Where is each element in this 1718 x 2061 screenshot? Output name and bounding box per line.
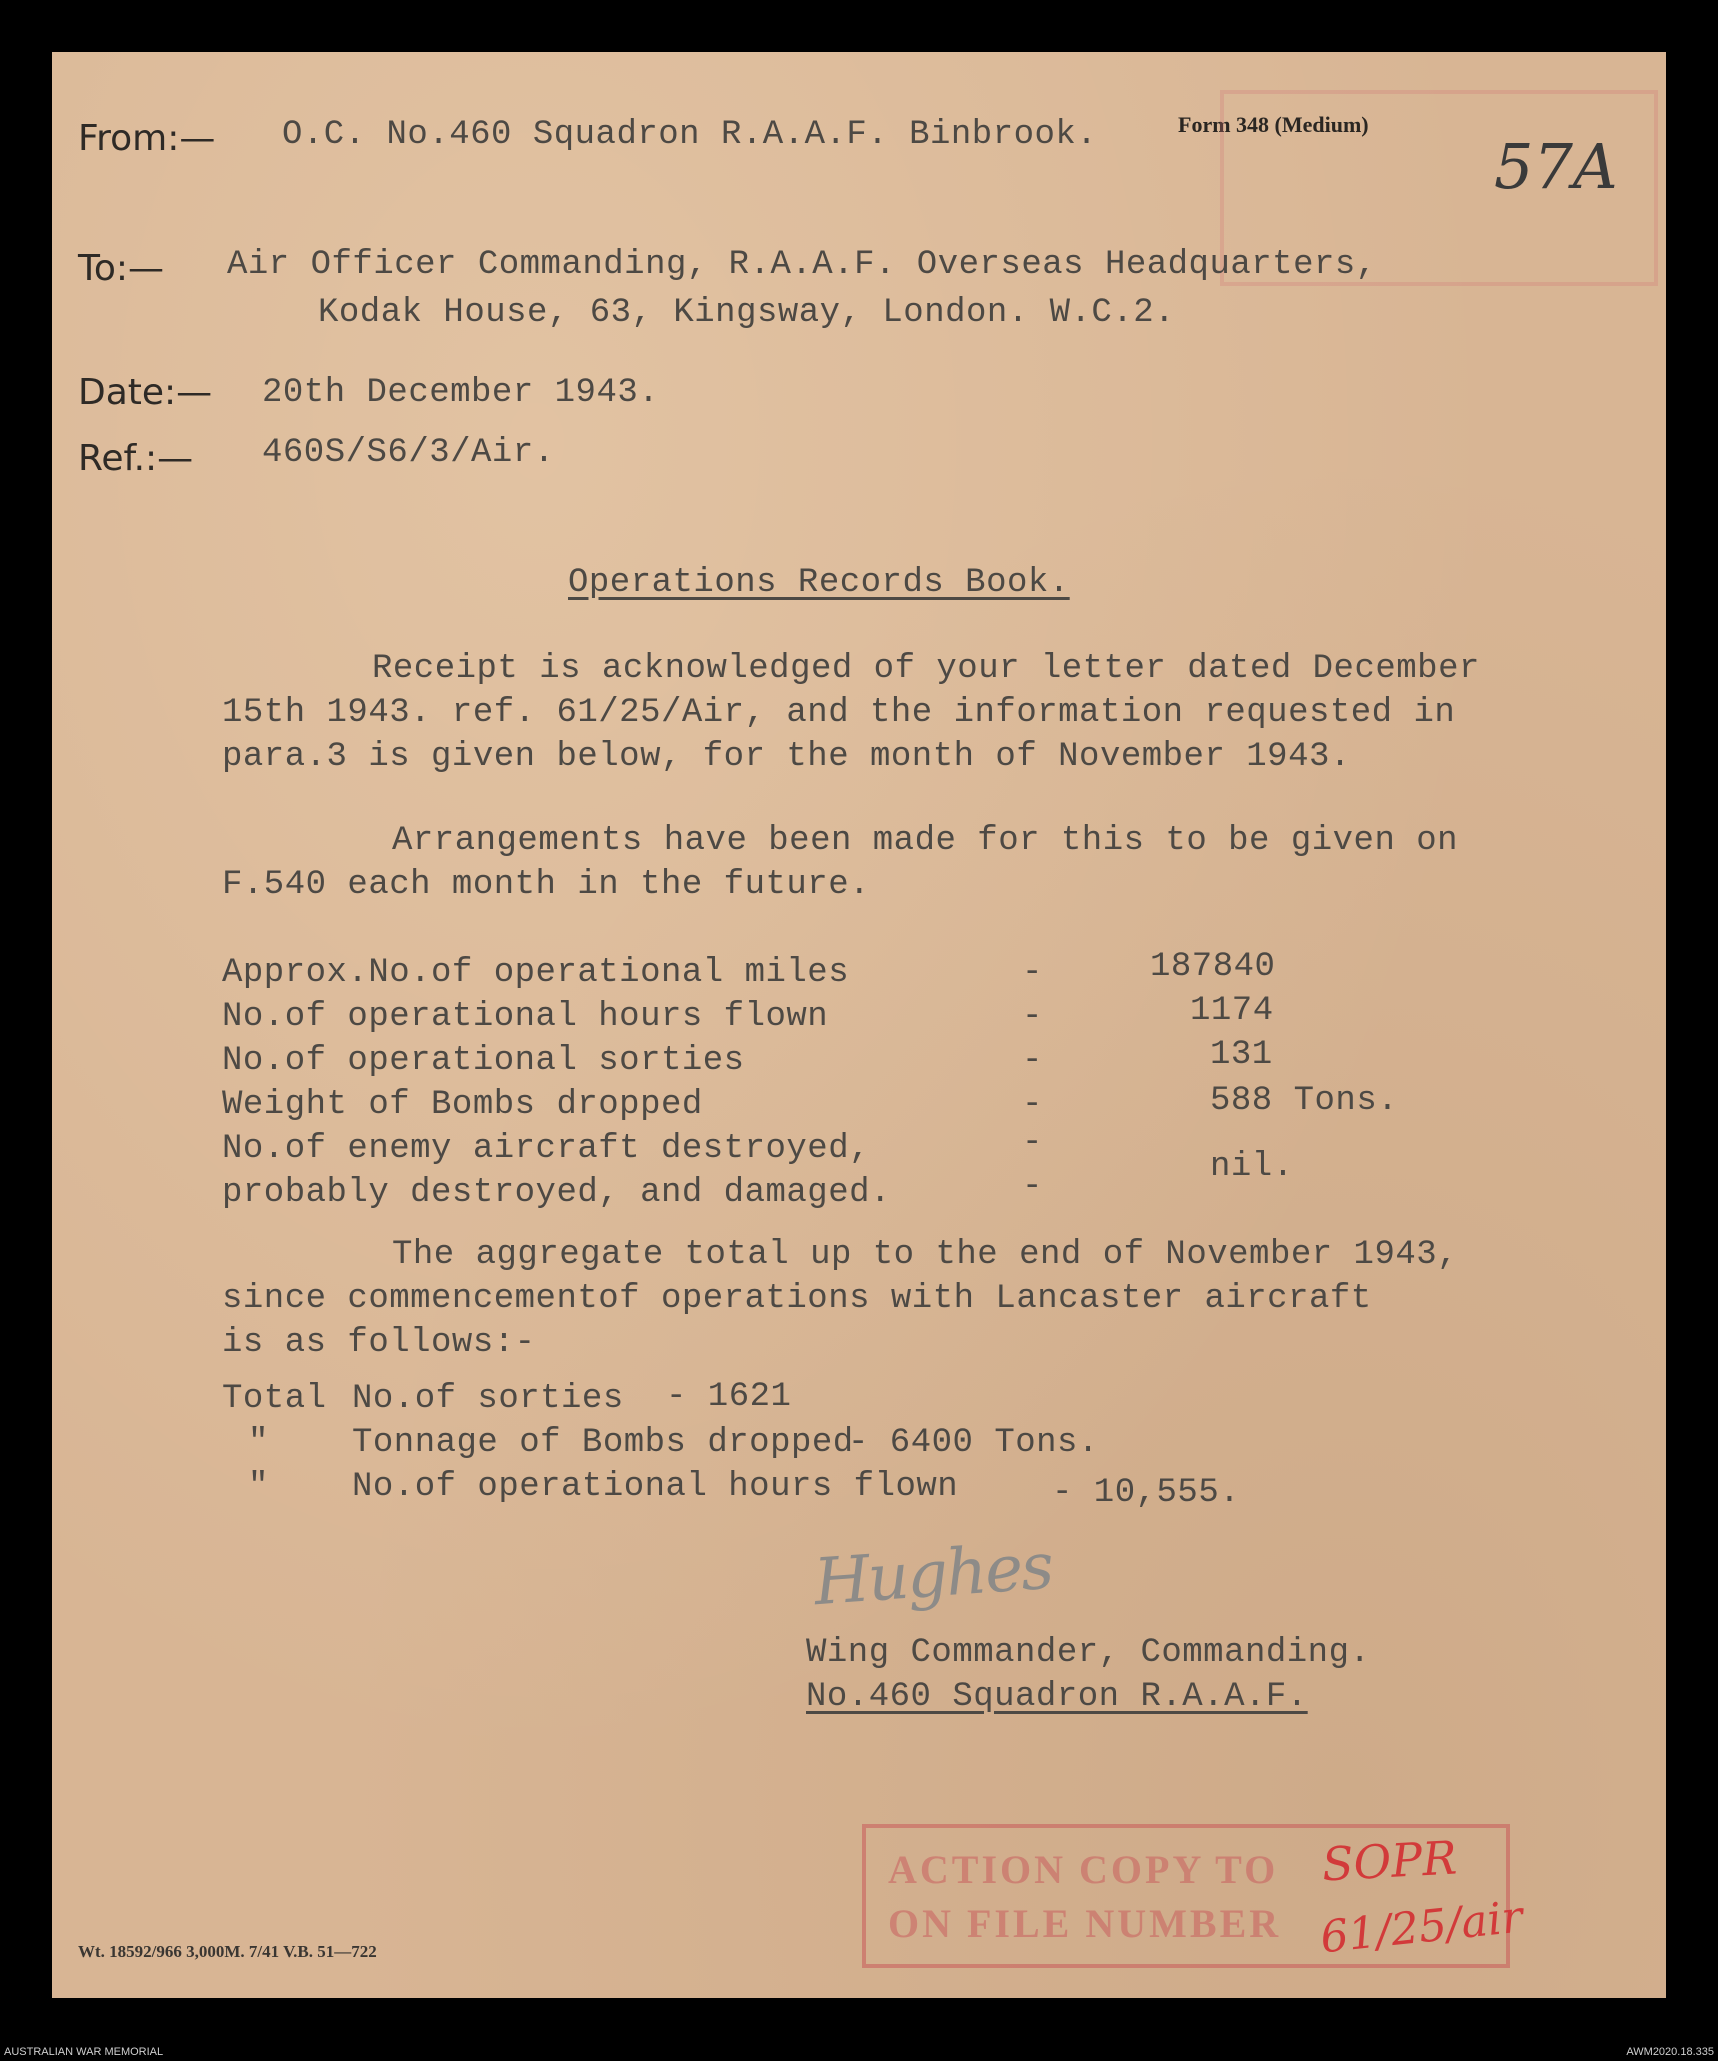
printer-line: Wt. 18592/966 3,000M. 7/41 V.B. 51—722	[78, 1942, 377, 1961]
stat-value: 187840	[1150, 948, 1276, 986]
signatory-title-line1: Wing Commander, Commanding.	[806, 1634, 1371, 1672]
form-number: Form 348 (Medium)	[1178, 112, 1369, 137]
stat-label: No.of operational sorties	[222, 1042, 745, 1080]
stat-value: 131	[1210, 1036, 1273, 1074]
para1-line1: Receipt is acknowledged of your letter dated December	[372, 650, 1480, 688]
from-value: O.C. No.460 Squadron R.A.A.F. Binbrook.	[282, 116, 1098, 154]
to-line-2: Kodak House, 63, Kingsway, London. W.C.2.	[318, 294, 1176, 332]
stat-label: Approx.No.of operational miles	[222, 954, 850, 992]
stat-value: 588 Tons.	[1210, 1082, 1399, 1120]
stat-value: nil.	[1210, 1148, 1294, 1186]
stat-dash: -	[1022, 1086, 1043, 1124]
totals-value: - 6400 Tons.	[848, 1424, 1099, 1462]
stat-dash: -	[1022, 998, 1043, 1036]
stat-dash: -	[1022, 1168, 1043, 1206]
para1-line3: para.3 is given below, for the month of November 1943.	[222, 738, 1351, 776]
handwritten-action-note: SOPR	[1320, 1830, 1459, 1892]
stat-dash: -	[1022, 1042, 1043, 1080]
stat-label: No.of operational hours flown	[222, 998, 829, 1036]
handwritten-folio-number: 57A	[1494, 130, 1618, 203]
para1-line2: 15th 1943. ref. 61/25/Air, and the information requested in	[222, 694, 1456, 732]
para2-line1: Arrangements have been made for this to be given on	[392, 822, 1459, 860]
date-label: Date:—	[78, 372, 213, 413]
archive-label: AUSTRALIAN WAR MEMORIAL	[4, 2046, 164, 2058]
document-page	[52, 52, 1666, 1998]
stamp-line2: ON FILE NUMBER	[888, 1901, 1282, 1946]
totals-value: - 10,555.	[1052, 1474, 1241, 1512]
signature: Hughes	[811, 1529, 1055, 1621]
stat-label: Weight of Bombs dropped	[222, 1086, 703, 1124]
from-label: From:—	[78, 118, 216, 159]
to-label: To:—	[78, 248, 165, 289]
totals-prefix: "	[248, 1468, 269, 1506]
stat-value: 1174	[1190, 992, 1274, 1030]
stamp-line1: ACTION COPY TO	[888, 1847, 1279, 1892]
stat-dash: -	[1022, 1124, 1043, 1162]
handwritten-file-number: 61/25/air	[1317, 1891, 1526, 1964]
aggregate-line1: The aggregate total up to the end of November 1943,	[392, 1236, 1459, 1274]
stat-dash: -	[1022, 954, 1043, 992]
para2-line2: F.540 each month in the future.	[222, 866, 871, 904]
to-line-1: Air Officer Commanding, R.A.A.F. Overseas Headquarters,	[227, 246, 1377, 284]
totals-prefix: "	[248, 1424, 269, 1462]
totals-label: No.of operational hours flown	[352, 1468, 959, 1506]
aggregate-line3: is as follows:-	[222, 1324, 536, 1362]
subject-heading: Operations Records Book.	[568, 564, 1070, 602]
totals-value: - 1621	[666, 1378, 792, 1416]
date-value: 20th December 1943.	[262, 374, 660, 412]
stat-label: No.of enemy aircraft destroyed,	[222, 1130, 871, 1168]
totals-label: Tonnage of Bombs dropped	[352, 1424, 854, 1462]
totals-label: No.of sorties	[352, 1380, 624, 1418]
aggregate-line2: since commencementof operations with Lancaster aircraft	[222, 1280, 1372, 1318]
ref-value: 460S/S6/3/Air.	[262, 434, 555, 472]
totals-prefix: Total	[222, 1380, 327, 1418]
stat-label: probably destroyed, and damaged.	[222, 1174, 891, 1212]
signatory-title-line2: No.460 Squadron R.A.A.F.	[806, 1678, 1308, 1716]
ref-label: Ref.:—	[78, 438, 194, 479]
archive-reference: AWM2020.18.335	[1626, 2046, 1714, 2058]
